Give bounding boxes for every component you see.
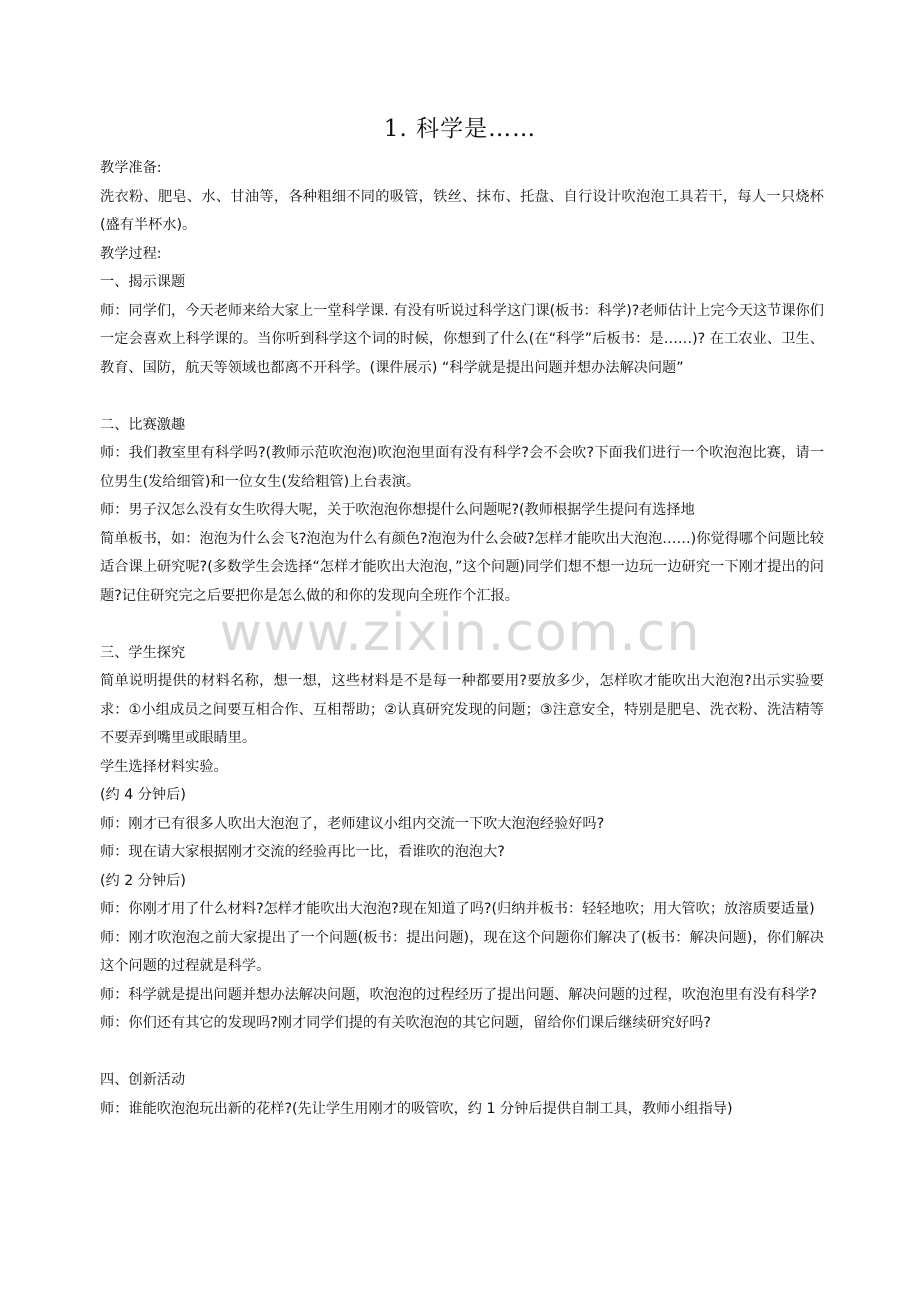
paragraph-gap <box>100 382 824 411</box>
section-3-paragraph-3: (约 4 分钟后) <box>100 787 186 803</box>
watermark-text: www.zixin.com.cn <box>219 603 701 663</box>
section-3-paragraph-10: 师：你们还有其它的发现吗?刚才同学们提的有关吹泡泡的其它问题，留给你们课后继续研究好吗? <box>100 1015 711 1031</box>
paragraph-gap <box>100 610 824 639</box>
process-heading: 教学过程: <box>100 245 162 262</box>
section-2-paragraph-3: 简单板书，如：泡泡为什么会飞?泡泡为什么有颜色?泡泡为什么会破?怎样才能吹出大泡泡……)你觉得哪个问题比较适合课上研究呢?(多数学生会选择“怎样才能吹出大泡泡，”这个问题)同学们想不想一边玩一边研究一下刚才提出的问题?记住研究完之后要把你是怎么做的和你的发现向全班作个汇报。 <box>100 530 824 604</box>
section-4-heading: 四、创新活动 <box>100 1072 186 1088</box>
section-3-paragraph-6: (约 2 分钟后) <box>100 872 186 889</box>
section-1-heading: 一、揭示课题 <box>100 274 186 290</box>
section-3-heading: 三、学生探究 <box>100 644 186 661</box>
section-3-paragraph-8: 师：刚才吹泡泡之前大家提出了一个问题(板书：提出问题)，现在这个问题你们解决了(板书：解决问题)，你们解决这个问题的过程就是科学。 <box>100 929 824 974</box>
section-3-paragraph-9: 师：科学就是提出问题并想办法解决问题，吹泡泡的过程经历了提出问题、解决问题的过程，吹泡泡里有没有科学? <box>100 986 817 1003</box>
section-3-paragraph-7: 师：你刚才用了什么材料?怎样才能吹出大泡泡?现在知道了吗?(归纳并板书：轻轻地吹；用大管吹；放溶质要适量) <box>100 901 815 917</box>
prep-text: 洗衣粉、肥皂、水、甘油等，各种粗细不同的吸管，铁丝、抹布、托盘、自行设计吹泡泡工具若干，每人一只烧杯(盛有半杯水)。 <box>100 188 824 233</box>
section-1-paragraph: 师：同学们，今天老师来给大家上一堂科学课. 有没有听说过科学这门课(板书：科学)?老师估计上完今天这节课你们一定会喜欢上科学课的。当你听到科学这个词的时候，你想到了什么(在“科学”后板书：是……)? 在工农业、卫生、教育、国防，航天等领域也都离不开科学。(课件展示) “科学就是提出问题并想办法解决问题” <box>100 302 824 376</box>
document-body <box>100 154 824 1123</box>
section-4-paragraph-1: 师：谁能吹泡泡玩出新的花样?(先让学生用刚才的吸管吹，约 1 分钟后提供自制工具，教师小组指导) <box>100 1100 733 1117</box>
page-title: 1. 科学是…… <box>383 116 537 142</box>
paragraph-gap <box>100 1038 824 1067</box>
section-3-paragraph-5: 师：现在请大家根据刚才交流的经验再比一比，看谁吹的泡泡大? <box>100 844 505 860</box>
prep-heading: 教学准备: <box>100 160 162 176</box>
section-2-heading: 二、比赛激趣 <box>100 416 186 433</box>
section-3-paragraph-1: 简单说明提供的材料名称，想一想，这些材料是不是每一种都要用?要放多少，怎样吹才能吹出大泡泡?出示实验要求：①小组成员之间要互相合作、互相帮助；②认真研究发现的问题；③注意安全，特别是肥皂、洗衣粉、洗洁精等不要弄到嘴里或眼睛里。 <box>100 673 824 746</box>
section-3-paragraph-4: 师：刚才已有很多人吹出大泡泡了，老师建议小组内交流一下吹大泡泡经验好吗? <box>100 815 605 832</box>
section-2-paragraph-1: 师：我们教室里有科学吗?(教师示范吹泡泡)吹泡泡里面有没有科学?会不会吹?下面我们进行一个吹泡泡比赛，请一位男生(发给细管)和一位女生(发给粗管)上台表演。 <box>100 445 824 490</box>
section-3-paragraph-2: 学生选择材料实验。 <box>100 758 228 775</box>
section-2-paragraph-2: 师：男子汉怎么没有女生吹得大呢，关于吹泡泡你想提什么问题呢?(教师根据学生提问有选择地 <box>100 502 695 518</box>
